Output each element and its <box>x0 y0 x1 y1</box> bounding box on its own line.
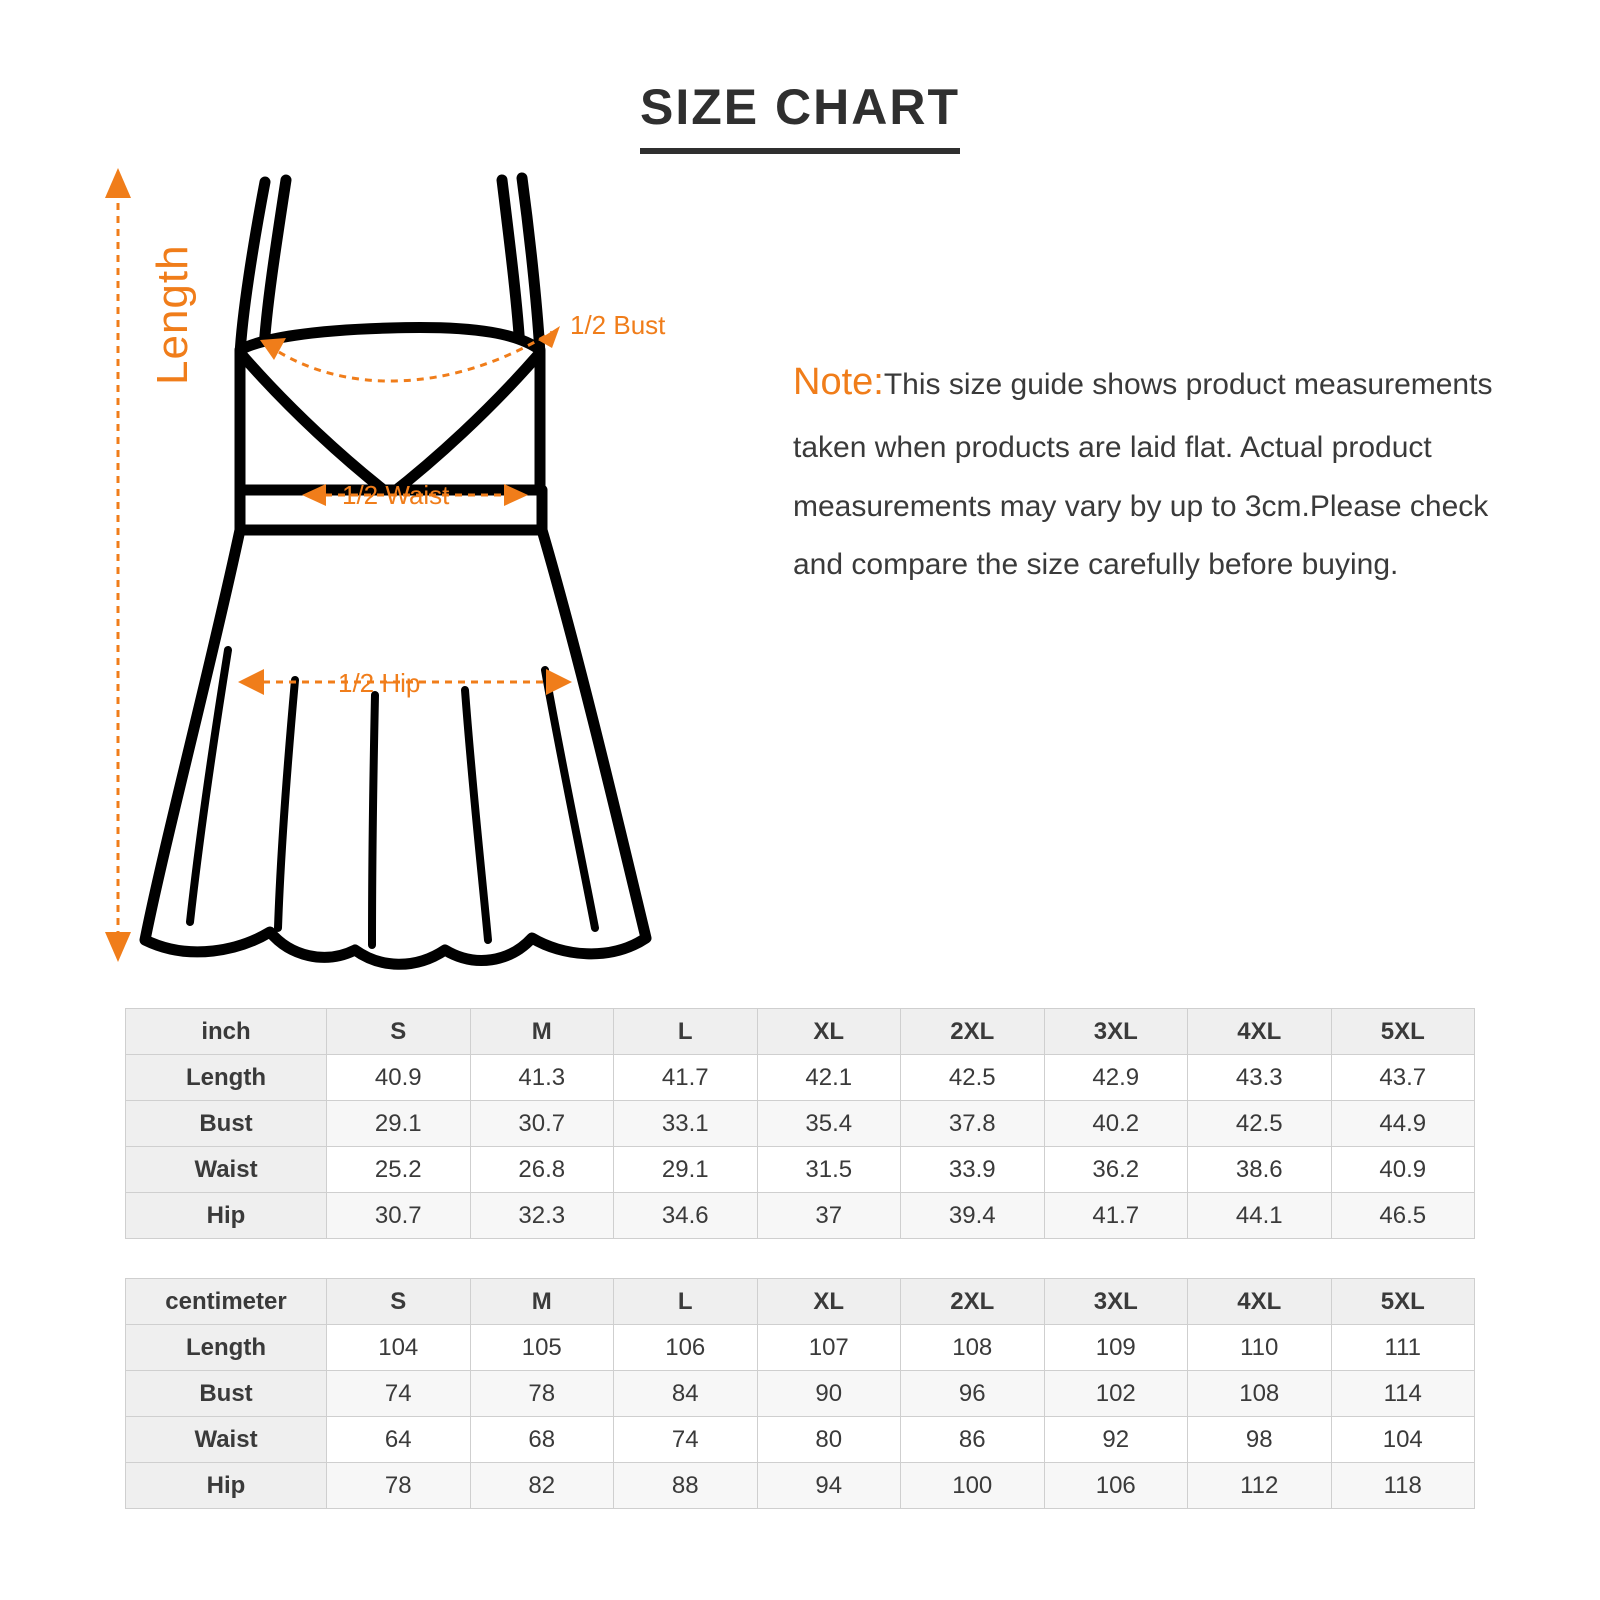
table-row <box>126 1147 1475 1193</box>
table-row <box>126 1417 1475 1463</box>
table-cell: 64 <box>327 1417 471 1463</box>
column-header-cell: M <box>470 1279 614 1325</box>
table-cell: 38.6 <box>1188 1147 1332 1193</box>
table-cell: 104 <box>327 1325 471 1371</box>
table-cell: 30.7 <box>327 1193 471 1239</box>
table-cell: 90 <box>757 1371 901 1417</box>
table-cell: 109 <box>1044 1325 1188 1371</box>
table-cell: 41.3 <box>470 1055 614 1101</box>
note-keyword: Note: <box>793 361 884 403</box>
table-cell: 40.9 <box>327 1055 471 1101</box>
column-header-cell: S <box>327 1279 471 1325</box>
column-header-cell: 2XL <box>901 1009 1045 1055</box>
table-cell: 106 <box>614 1325 758 1371</box>
column-header-cell: 4XL <box>1188 1279 1332 1325</box>
table-cell: 96 <box>901 1371 1045 1417</box>
table-cell: 25.2 <box>327 1147 471 1193</box>
table-cell: 29.1 <box>614 1147 758 1193</box>
page-title-container <box>0 78 1600 154</box>
table-cell: 26.8 <box>470 1147 614 1193</box>
table-cell: 100 <box>901 1463 1045 1509</box>
column-header-cell: L <box>614 1009 758 1055</box>
table-cell: 34.6 <box>614 1193 758 1239</box>
table-cell: 114 <box>1331 1371 1475 1417</box>
table-cell: 40.9 <box>1331 1147 1475 1193</box>
column-header-cell: M <box>470 1009 614 1055</box>
column-header-cell: 3XL <box>1044 1009 1188 1055</box>
table-cell: 33.1 <box>614 1101 758 1147</box>
table-cell: 102 <box>1044 1371 1188 1417</box>
length-arrow-head-bottom <box>105 932 131 962</box>
table-cell: 43.7 <box>1331 1055 1475 1101</box>
unit-label-cell: centimeter <box>126 1279 327 1325</box>
waist-measure-label: 1/2 Waist <box>342 480 450 510</box>
column-header-cell: 4XL <box>1188 1009 1332 1055</box>
note-text: This size guide shows product measurements taken when products are laid flat. Actual product measurements may vary by up to 3cm.Please check and compare the size carefully before buying. <box>793 368 1493 582</box>
row-header-cell: Waist <box>126 1417 327 1463</box>
table-cell: 78 <box>327 1463 471 1509</box>
table-cell: 86 <box>901 1417 1045 1463</box>
table-cell: 92 <box>1044 1417 1188 1463</box>
table-cell: 29.1 <box>327 1101 471 1147</box>
size-table-centimeter-body <box>126 1279 1475 1509</box>
table-cell: 42.5 <box>901 1055 1045 1101</box>
table-cell: 42.1 <box>757 1055 901 1101</box>
hip-measure-label: 1/2 Hip <box>338 668 421 698</box>
table-row <box>126 1101 1475 1147</box>
table-cell: 40.2 <box>1044 1101 1188 1147</box>
table-header-row <box>126 1279 1475 1325</box>
table-cell: 41.7 <box>614 1055 758 1101</box>
column-header-cell: 5XL <box>1331 1009 1475 1055</box>
table-cell: 110 <box>1188 1325 1332 1371</box>
column-header-cell: 2XL <box>901 1279 1045 1325</box>
table-row <box>126 1463 1475 1509</box>
table-cell: 30.7 <box>470 1101 614 1147</box>
table-row <box>126 1371 1475 1417</box>
length-arrow-head-top <box>105 168 131 198</box>
table-cell: 78 <box>470 1371 614 1417</box>
table-cell: 37.8 <box>901 1101 1045 1147</box>
note-block <box>793 345 1513 595</box>
size-table-centimeter <box>125 1278 1475 1509</box>
table-cell: 107 <box>757 1325 901 1371</box>
table-cell: 41.7 <box>1044 1193 1188 1239</box>
bust-measure-label: 1/2 Bust <box>570 310 666 340</box>
table-cell: 106 <box>1044 1463 1188 1509</box>
table-cell: 82 <box>470 1463 614 1509</box>
table-row <box>126 1325 1475 1371</box>
column-header-cell: XL <box>757 1009 901 1055</box>
table-cell: 98 <box>1188 1417 1332 1463</box>
row-header-cell: Bust <box>126 1101 327 1147</box>
table-cell: 108 <box>901 1325 1045 1371</box>
table-cell: 118 <box>1331 1463 1475 1509</box>
size-table-inch <box>125 1008 1475 1239</box>
table-cell: 104 <box>1331 1417 1475 1463</box>
table-cell: 36.2 <box>1044 1147 1188 1193</box>
row-header-cell: Hip <box>126 1463 327 1509</box>
table-cell: 68 <box>470 1417 614 1463</box>
column-header-cell: 3XL <box>1044 1279 1188 1325</box>
table-cell: 44.9 <box>1331 1101 1475 1147</box>
table-cell: 39.4 <box>901 1193 1045 1239</box>
unit-label-cell: inch <box>126 1009 327 1055</box>
column-header-cell: L <box>614 1279 758 1325</box>
table-cell: 84 <box>614 1371 758 1417</box>
table-cell: 112 <box>1188 1463 1332 1509</box>
table-cell: 44.1 <box>1188 1193 1332 1239</box>
table-cell: 108 <box>1188 1371 1332 1417</box>
row-header-cell: Hip <box>126 1193 327 1239</box>
row-header-cell: Bust <box>126 1371 327 1417</box>
row-header-cell: Length <box>126 1055 327 1101</box>
size-table-inch-body <box>126 1009 1475 1239</box>
table-cell: 33.9 <box>901 1147 1045 1193</box>
table-header-row <box>126 1009 1475 1055</box>
dress-outline <box>145 178 646 964</box>
table-cell: 111 <box>1331 1325 1475 1371</box>
table-cell: 43.3 <box>1188 1055 1332 1101</box>
table-cell: 74 <box>327 1371 471 1417</box>
table-cell: 37 <box>757 1193 901 1239</box>
row-header-cell: Length <box>126 1325 327 1371</box>
table-cell: 46.5 <box>1331 1193 1475 1239</box>
column-header-cell: 5XL <box>1331 1279 1475 1325</box>
table-cell: 88 <box>614 1463 758 1509</box>
table-cell: 74 <box>614 1417 758 1463</box>
table-cell: 105 <box>470 1325 614 1371</box>
table-cell: 32.3 <box>470 1193 614 1239</box>
row-header-cell: Waist <box>126 1147 327 1193</box>
page-title: SIZE CHART <box>640 78 960 154</box>
table-row <box>126 1193 1475 1239</box>
table-cell: 42.5 <box>1188 1101 1332 1147</box>
table-cell: 42.9 <box>1044 1055 1188 1101</box>
table-row <box>126 1055 1475 1101</box>
table-cell: 80 <box>757 1417 901 1463</box>
column-header-cell: S <box>327 1009 471 1055</box>
table-cell: 31.5 <box>757 1147 901 1193</box>
table-cell: 94 <box>757 1463 901 1509</box>
table-cell: 35.4 <box>757 1101 901 1147</box>
column-header-cell: XL <box>757 1279 901 1325</box>
length-measure-label: Length <box>148 244 197 385</box>
